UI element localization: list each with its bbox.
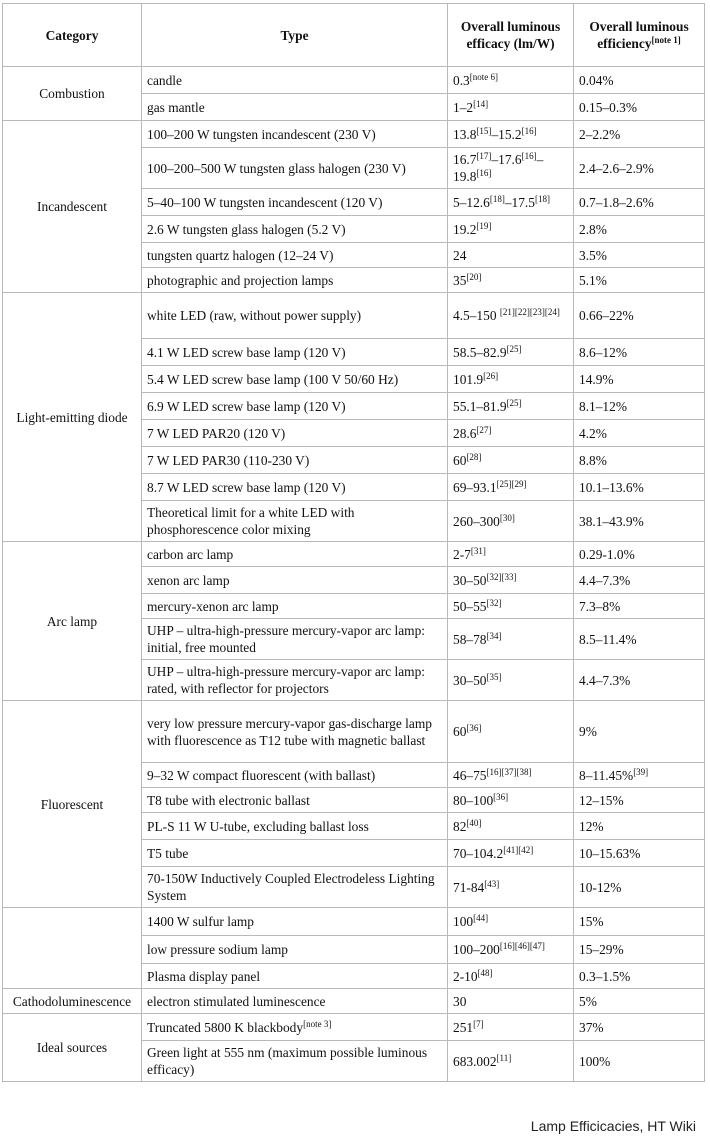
value-text: 2-7: [453, 546, 471, 562]
efficacy-cell: [448, 366, 574, 393]
type-cell: T5 tube: [142, 840, 448, 867]
value-text: 35: [453, 272, 467, 288]
value-text: 30–50: [453, 672, 487, 688]
efficiency-cell: 38.1–43.9%: [574, 501, 705, 542]
citation-ref[interactable]: [25]: [506, 397, 522, 408]
value-text: 71-84: [453, 879, 485, 895]
type-cell: 70-150W Inductively Coupled Electrodeless Lighting System: [142, 867, 448, 908]
table-row: [3, 1014, 705, 1041]
value-text: 58–78: [453, 631, 487, 647]
value-text: –15.2: [491, 126, 522, 142]
efficiency-cell: 0.04%: [574, 67, 705, 94]
efficiency-cell: 4.4–7.3%: [574, 660, 705, 701]
header-category: Category: [3, 4, 142, 67]
efficiency-cell: 8.5–11.4%: [574, 619, 705, 660]
citation-ref[interactable]: [14]: [473, 98, 489, 109]
value-text: 28.6: [453, 425, 477, 441]
citation-ref[interactable]: [43]: [484, 878, 500, 889]
type-cell: 8.7 W LED screw base lamp (120 V): [142, 474, 448, 501]
efficiency-cell: 5%: [574, 989, 705, 1014]
citation-ref[interactable]: [48]: [477, 967, 493, 978]
citation-ref[interactable]: [32][33]: [486, 571, 517, 582]
citation-ref[interactable]: [26]: [483, 370, 499, 381]
value-text: 58.5–82.9: [453, 344, 507, 360]
table-row: [3, 293, 705, 339]
type-cell: 6.9 W LED screw base lamp (120 V): [142, 393, 448, 420]
efficacy-cell: [448, 67, 574, 94]
efficacy-cell: [448, 243, 574, 268]
citation-ref[interactable]: [17]: [476, 151, 492, 161]
citation-ref[interactable]: [27]: [476, 424, 492, 435]
efficacy-cell: [448, 989, 574, 1014]
efficiency-cell: 8.8%: [574, 447, 705, 474]
value-text: 55.1–81.9: [453, 398, 507, 414]
citation-ref[interactable]: [35]: [486, 671, 502, 682]
efficacy-cell: [448, 867, 574, 908]
citation-ref[interactable]: [41][42]: [503, 844, 534, 855]
value-text: 13.8: [453, 126, 477, 142]
efficiency-cell: 3.5%: [574, 243, 705, 268]
type-text: Truncated 5800 K blackbody: [147, 1019, 304, 1035]
efficacy-cell: [448, 567, 574, 594]
value-text: 30–50: [453, 572, 487, 588]
type-cell: tungsten quartz halogen (12–24 V): [142, 243, 448, 268]
efficiency-cell: 15%: [574, 908, 705, 936]
value-text: 1–2: [453, 99, 474, 115]
citation-ref[interactable]: [32]: [486, 597, 502, 608]
category-cell: [3, 908, 142, 989]
value-text: 100–200: [453, 942, 500, 957]
image-caption: Lamp Efficicacies, HT Wiki: [530, 1118, 696, 1134]
type-cell: UHP – ultra-high-pressure mercury-vapor arc lamp: rated, with reflector for projectors: [142, 660, 448, 701]
efficacy-cell: [448, 840, 574, 867]
type-cell: 5–40–100 W tungsten incandescent (120 V): [142, 189, 448, 216]
value-text: –19.8: [453, 152, 544, 184]
citation-ref[interactable]: [18]: [534, 193, 550, 204]
table-body: [3, 67, 705, 1082]
efficacy-cell: [448, 1014, 574, 1041]
citation-ref[interactable]: [note 3]: [303, 1018, 332, 1029]
category-cell: Incandescent: [3, 121, 142, 293]
type-cell: carbon arc lamp: [142, 542, 448, 567]
efficacy-cell: [448, 908, 574, 936]
efficacy-cell: [448, 293, 574, 339]
efficiency-cell: 12%: [574, 813, 705, 840]
efficacy-cell: [448, 594, 574, 619]
efficiency-cell: 0.7–1.8–2.6%: [574, 189, 705, 216]
citation-ref[interactable]: [16][46][47]: [499, 941, 545, 951]
efficiency-cell: 8.1–12%: [574, 393, 705, 420]
header-efficacy: Overall luminous efficacy (lm/W): [448, 4, 574, 67]
efficacy-cell: [448, 542, 574, 567]
citation-ref[interactable]: [19]: [476, 220, 492, 231]
efficacy-cell: [448, 936, 574, 964]
citation-ref[interactable]: [20]: [466, 271, 482, 282]
header-efficiency: [574, 4, 705, 67]
efficacy-cell: [448, 447, 574, 474]
type-cell: low pressure sodium lamp: [142, 936, 448, 964]
value-text: 60: [453, 452, 467, 468]
citation-ref[interactable]: [note 6]: [469, 71, 498, 82]
citation-ref[interactable]: [30]: [499, 512, 515, 523]
efficiency-cell: 2.8%: [574, 216, 705, 243]
efficiency-cell: 37%: [574, 1014, 705, 1041]
category-cell: Cathodoluminescence: [3, 989, 142, 1014]
value-text: 5–12.6: [453, 194, 490, 210]
efficacy-cell: [448, 94, 574, 121]
efficiency-cell: 10.1–13.6%: [574, 474, 705, 501]
category-cell: Combustion: [3, 67, 142, 121]
value-text: 0.3: [453, 72, 470, 88]
citation-ref[interactable]: [16][37][38]: [486, 766, 532, 777]
efficiency-cell: 4.4–7.3%: [574, 567, 705, 594]
citation-ref[interactable]: [16]: [521, 151, 537, 161]
type-cell: 5.4 W LED screw base lamp (100 V 50/60 Hz): [142, 366, 448, 393]
type-cell: 7 W LED PAR20 (120 V): [142, 420, 448, 447]
type-cell: Plasma display panel: [142, 964, 448, 989]
value-text: 69–93.1: [453, 479, 497, 495]
value-text: 100: [453, 914, 474, 929]
value-text: 82: [453, 818, 467, 834]
value-text: 8–11.45%: [579, 767, 634, 783]
citation-ref[interactable]: [39]: [633, 766, 649, 777]
category-cell: Ideal sources: [3, 1014, 142, 1082]
citation-ref[interactable]: [44]: [473, 913, 489, 923]
efficacy-cell: [448, 474, 574, 501]
type-cell: 1400 W sulfur lamp: [142, 908, 448, 936]
type-cell: [142, 1014, 448, 1041]
efficacy-cell: [448, 660, 574, 701]
efficiency-cell: 5.1%: [574, 268, 705, 293]
value-text: 80–100: [453, 792, 494, 808]
efficiency-cell: 0.29-1.0%: [574, 542, 705, 567]
efficiency-cell: 8.6–12%: [574, 339, 705, 366]
table-row: [3, 121, 705, 148]
efficiency-cell: 100%: [574, 1041, 705, 1082]
efficiency-cell: 0.66–22%: [574, 293, 705, 339]
value-text: 260–300: [453, 513, 500, 529]
value-text: 4.5–150: [453, 308, 500, 323]
efficiency-cell: 0.15–0.3%: [574, 94, 705, 121]
table-row: [3, 542, 705, 567]
value-text: 50–55: [453, 598, 487, 614]
citation-ref[interactable]: [31]: [470, 545, 486, 556]
citation-ref[interactable]: [15]: [476, 125, 492, 136]
efficiency-cell: [574, 763, 705, 788]
efficacy-cell: [448, 964, 574, 989]
value-text: 251: [453, 1019, 474, 1035]
efficacy-cell: [448, 393, 574, 420]
efficacy-cell: [448, 121, 574, 148]
efficacy-cell: [448, 1041, 574, 1082]
efficiency-cell: 14.9%: [574, 366, 705, 393]
value-text: 30: [453, 993, 467, 1009]
citation-ref[interactable]: [40]: [466, 817, 482, 828]
category-cell: Arc lamp: [3, 542, 142, 701]
efficiency-cell: 2.4–2.6–2.9%: [574, 148, 705, 189]
citation-ref[interactable]: [16]: [476, 168, 492, 178]
efficacy-cell: [448, 788, 574, 813]
efficacy-cell: [448, 701, 574, 763]
value-text: –17.6: [491, 152, 522, 167]
citation-ref[interactable]: [25][29]: [496, 478, 527, 489]
type-cell: very low pressure mercury-vapor gas-discharge lamp with fluorescence as T12 tube with magnetic ballast: [142, 701, 448, 763]
efficacy-cell: [448, 501, 574, 542]
efficiency-cell: 0.3–1.5%: [574, 964, 705, 989]
citation-ref[interactable]: [18]: [489, 193, 505, 204]
efficacy-cell: [448, 420, 574, 447]
efficacy-cell: [448, 268, 574, 293]
efficiency-cell: 2–2.2%: [574, 121, 705, 148]
type-cell: PL-S 11 W U-tube, excluding ballast loss: [142, 813, 448, 840]
value-text: 2-10: [453, 968, 478, 984]
efficiency-cell: 9%: [574, 701, 705, 763]
efficiency-cell: 7.3–8%: [574, 594, 705, 619]
type-cell: UHP – ultra-high-pressure mercury-vapor arc lamp: initial, free mounted: [142, 619, 448, 660]
type-cell: photographic and projection lamps: [142, 268, 448, 293]
value-text: 683.002: [453, 1053, 497, 1069]
value-text: 60: [453, 724, 467, 739]
citation-ref[interactable]: [36]: [466, 723, 482, 733]
value-text: 46–75: [453, 767, 487, 783]
efficacy-cell: [448, 216, 574, 243]
type-cell: Theoretical limit for a white LED with phosphorescence color mixing: [142, 501, 448, 542]
value-text: 16.7: [453, 152, 477, 167]
header-efficiency-note: [note 1]: [651, 35, 681, 45]
header-type: Type: [142, 4, 448, 67]
efficacy-cell: [448, 148, 574, 189]
value-text: 101.9: [453, 371, 484, 387]
table-row: [3, 989, 705, 1014]
type-cell: white LED (raw, without power supply): [142, 293, 448, 339]
efficiency-cell: 4.2%: [574, 420, 705, 447]
header-efficiency-label: Overall luminous efficiency: [589, 19, 689, 51]
efficiency-cell: 10-12%: [574, 867, 705, 908]
efficacy-cell: [448, 619, 574, 660]
citation-ref[interactable]: [36]: [493, 791, 509, 802]
type-cell: 9–32 W compact fluorescent (with ballast): [142, 763, 448, 788]
citation-ref[interactable]: [16]: [521, 125, 537, 136]
type-cell: electron stimulated luminescence: [142, 989, 448, 1014]
value-text: –17.5: [504, 194, 535, 210]
type-cell: 4.1 W LED screw base lamp (120 V): [142, 339, 448, 366]
efficacy-cell: [448, 813, 574, 840]
citation-ref[interactable]: [25]: [506, 343, 522, 354]
citation-ref[interactable]: [34]: [486, 630, 502, 641]
type-cell: 100–200–500 W tungsten glass halogen (230 V): [142, 148, 448, 189]
efficiency-cell: 15–29%: [574, 936, 705, 964]
type-cell: mercury-xenon arc lamp: [142, 594, 448, 619]
type-cell: xenon arc lamp: [142, 567, 448, 594]
value-text: 24: [453, 247, 467, 263]
type-cell: candle: [142, 67, 448, 94]
table-row: [3, 908, 705, 936]
efficacy-cell: [448, 339, 574, 366]
table-row: [3, 701, 705, 763]
table-row: [3, 67, 705, 94]
type-cell: 7 W LED PAR30 (110-230 V): [142, 447, 448, 474]
category-cell: Fluorescent: [3, 701, 142, 908]
citation-ref[interactable]: [21][22][23][24]: [499, 307, 560, 317]
type-cell: 2.6 W tungsten glass halogen (5.2 V): [142, 216, 448, 243]
citation-ref[interactable]: [7]: [473, 1018, 484, 1029]
efficiency-cell: 10–15.63%: [574, 840, 705, 867]
category-cell: Light-emitting diode: [3, 293, 142, 542]
value-text: 70–104.2: [453, 845, 504, 861]
efficacy-cell: [448, 763, 574, 788]
type-cell: T8 tube with electronic ballast: [142, 788, 448, 813]
efficacy-cell: [448, 189, 574, 216]
header-row: [3, 4, 705, 67]
luminous-efficacy-table: [2, 3, 705, 1082]
citation-ref[interactable]: [28]: [466, 451, 482, 462]
type-cell: Green light at 555 nm (maximum possible luminous efficacy): [142, 1041, 448, 1082]
value-text: 19.2: [453, 221, 477, 237]
type-cell: gas mantle: [142, 94, 448, 121]
efficiency-cell: 12–15%: [574, 788, 705, 813]
type-cell: 100–200 W tungsten incandescent (230 V): [142, 121, 448, 148]
citation-ref[interactable]: [11]: [496, 1052, 512, 1063]
